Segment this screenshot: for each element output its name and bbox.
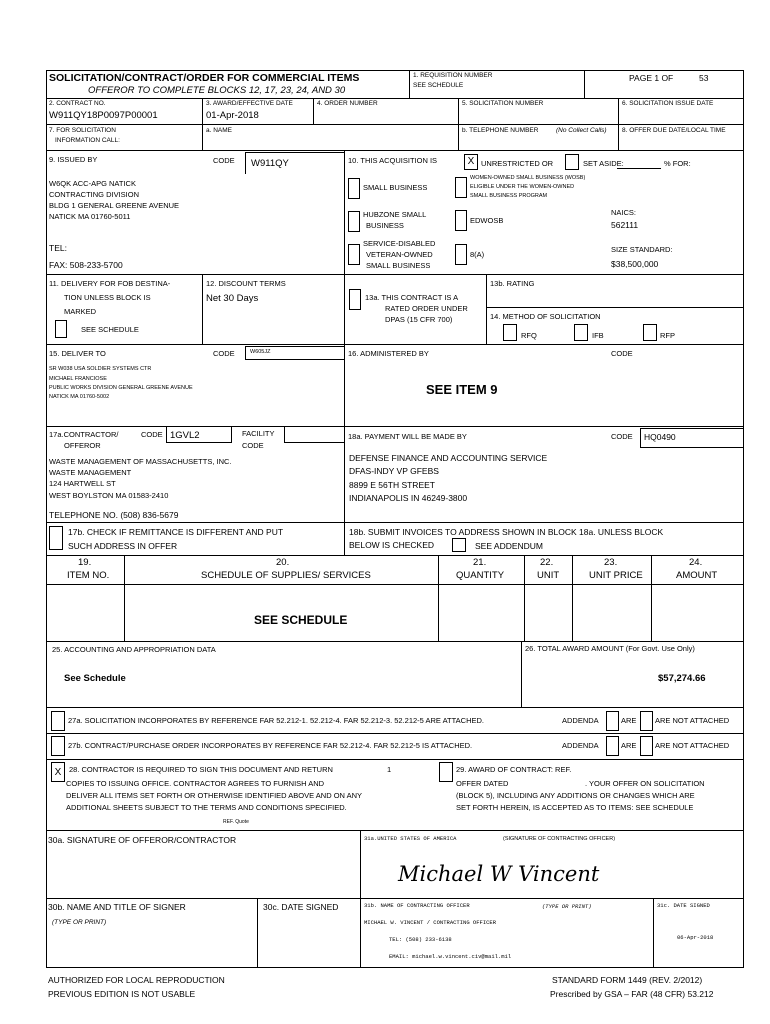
accounting-label: 25. ACCOUNTING AND APPROPRIATION DATA — [52, 645, 216, 654]
rfq-checkbox[interactable] — [503, 324, 517, 341]
ifb-checkbox[interactable] — [574, 324, 588, 341]
method-of-solicitation-label: 14. METHOD OF SOLICITATION — [490, 312, 601, 321]
signature-31a-tail: (SIGNATURE OF CONTRACTING OFFICER) — [503, 836, 616, 842]
wosb-line-3: SMALL BUSINESS PROGRAM — [470, 193, 548, 199]
deliver-to-label: 15. DELIVER TO — [49, 349, 106, 358]
27a-are-not-checkbox[interactable] — [640, 711, 653, 731]
facility-label-2: CODE — [242, 441, 264, 450]
rfp-checkbox[interactable] — [643, 324, 657, 341]
issued-by-line-4: NATICK MA 01760-5011 — [49, 212, 131, 221]
deliver-to-line-3: PUBLIC WORKS DIVISION GENERAL GREENE AVENUE — [49, 385, 193, 391]
wosb-checkbox[interactable] — [455, 177, 467, 198]
deliver-to-line-1: SR W038 USA SOLDIER SYSTEMS CTR — [49, 366, 152, 372]
col-24-number: 24. — [689, 557, 703, 568]
wosb-line-1: WOMEN-OWNED SMALL BUSINESS (WOSB) — [470, 175, 586, 181]
page-label: PAGE 1 OF — [629, 73, 674, 83]
block-29-line-3: (BLOCK 5), INCLUDING ANY ADDITIONS OR CHANGES WHICH ARE — [456, 791, 695, 800]
payment-code-label: CODE — [611, 432, 633, 441]
27b-addenda-label: ADDENDA — [562, 741, 599, 750]
block-29-line-2b: . YOUR OFFER ON SOLICITATION — [585, 779, 705, 788]
payment-line-1: DEFENSE FINANCE AND ACCOUNTING SERVICE — [349, 453, 548, 463]
contractor-line-3: 124 HARTWELL ST — [49, 479, 116, 488]
block-28-line-3: DELIVER ALL ITEMS SET FORTH OR OTHERWISE IDENTIFIED ABOVE AND ON ANY — [66, 791, 363, 800]
administered-by-code-label: CODE — [611, 349, 633, 358]
27a-are-not-label: ARE NOT ATTACHED — [655, 716, 730, 725]
29-checkbox[interactable] — [439, 762, 453, 782]
8a-label: 8(A) — [470, 250, 485, 259]
small-business-label: SMALL BUSINESS — [363, 183, 428, 192]
order-number-label: 4. ORDER NUMBER — [317, 100, 378, 107]
contractor-code: 1GVL2 — [170, 430, 200, 441]
contract-no-value: W911QY18P0097P00001 — [49, 110, 158, 121]
unrestricted-label: UNRESTRICTED OR — [481, 159, 554, 168]
payment-line-3: 8899 E 56TH STREET — [349, 480, 435, 490]
sdvosb-line-2: VETERAN-OWNED — [366, 250, 433, 259]
see-addendum-checkbox[interactable] — [452, 538, 466, 552]
remittance-line-1: 17b. CHECK IF REMITTANCE IS DIFFERENT AND PUT — [68, 527, 284, 537]
issue-date-label: 6. SOLICITATION ISSUE DATE — [622, 100, 714, 107]
block-28-line-2: COPIES TO ISSUING OFFICE. CONTRACTOR AGREES TO FURNISH AND — [66, 779, 325, 788]
wosb-line-2: ELIGIBLE UNDER THE WOMEN-OWNED — [470, 184, 575, 190]
facility-code-box — [284, 427, 344, 443]
col-22-number: 22. — [540, 557, 554, 568]
payment-code: HQ0490 — [644, 432, 676, 442]
set-aside-checkbox[interactable] — [565, 154, 579, 170]
rfp-label: RFP — [660, 331, 675, 340]
schedule-see-schedule: SEE SCHEDULE — [254, 613, 348, 627]
block-28-ref: REF. Quote — [223, 819, 249, 825]
signature-30a-label: 30a. SIGNATURE OF OFFEROR/CONTRACTOR — [48, 835, 237, 845]
naics-value: 562111 — [611, 220, 639, 230]
facility-label-1: FACILITY — [242, 429, 275, 438]
payment-line-4: INDIANAPOLIS IN 46249-3800 — [349, 493, 468, 503]
issued-by-code-label: CODE — [213, 156, 235, 165]
invoice-line-2: BELOW IS CHECKED — [349, 540, 435, 550]
size-standard-label: SIZE STANDARD: — [611, 245, 673, 254]
fob-line-1: 11. DELIVERY FOR FOB DESTINA- — [49, 279, 171, 288]
27b-are-not-checkbox[interactable] — [640, 736, 653, 756]
27a-are-checkbox[interactable] — [606, 711, 619, 731]
discount-terms-label: 12. DISCOUNT TERMS — [206, 279, 286, 288]
date-31c-label: 31c. DATE SIGNED — [657, 902, 710, 909]
requisition-label: 1. REQUISITION NUMBER — [413, 72, 493, 79]
col-19-number: 19. — [78, 557, 92, 568]
issued-by-code: W911QY — [251, 158, 289, 169]
name-30b-label: 30b. NAME AND TITLE OF SIGNER — [48, 902, 186, 912]
solicitation-number-label: 5. SOLICITATION NUMBER — [462, 100, 544, 107]
col-22-header: UNIT — [537, 570, 560, 581]
officer-name: MICHAEL W. VINCENT / CONTRACTING OFFICER — [364, 919, 497, 926]
hubzone-line-1: HUBZONE SMALL — [363, 210, 427, 219]
percent-for-label: % FOR: — [664, 159, 691, 168]
hubzone-checkbox[interactable] — [348, 211, 360, 232]
naics-label: NAICS: — [611, 208, 637, 217]
contract-no-label: 2. CONTRACT NO. — [49, 100, 106, 107]
issued-by-tel: TEL: — [49, 243, 67, 253]
block-28-copies: 1 — [387, 765, 392, 774]
remittance-checkbox[interactable] — [49, 526, 63, 550]
issued-by-line-2: CONTRACTING DIVISION — [49, 190, 140, 199]
28-checkbox[interactable]: X — [51, 762, 65, 782]
fob-line-3: MARKED — [64, 307, 97, 316]
col-21-header: QUANTITY — [456, 570, 505, 581]
rated-order-line-2: RATED ORDER UNDER — [385, 304, 468, 313]
fob-see-schedule-checkbox[interactable] — [55, 320, 67, 338]
col-19-header: ITEM NO. — [67, 570, 110, 581]
contractor-line-2: WASTE MANAGEMENT — [49, 468, 132, 477]
8a-checkbox[interactable] — [455, 244, 467, 265]
issued-by-fax: FAX: 508-233-5700 — [49, 260, 123, 270]
small-business-checkbox[interactable] — [348, 178, 360, 199]
payment-line-2: DFAS-INDY VP GFEBS — [349, 466, 439, 476]
footer-right-2: Prescribed by GSA – FAR (48 CFR) 53.212 — [550, 989, 714, 999]
total-award-label: 26. TOTAL AWARD AMOUNT (For Govt. Use Only) — [525, 644, 695, 653]
no-collect-label: (No Collect Calls) — [556, 127, 607, 134]
27b-are-not-label: ARE NOT ATTACHED — [655, 741, 730, 750]
contractor-line-1: WASTE MANAGEMENT OF MASSACHUSETTS, INC. — [49, 457, 232, 466]
block-28-line-1: 28. CONTRACTOR IS REQUIRED TO SIGN THIS DOCUMENT AND RETURN — [69, 765, 333, 774]
name-label: a. NAME — [206, 127, 233, 134]
27b-are-checkbox[interactable] — [606, 736, 619, 756]
27b-checkbox[interactable] — [51, 736, 65, 756]
set-aside-label: SET ASIDE: — [583, 159, 624, 168]
requisition-value: SEE SCHEDULE — [413, 82, 464, 89]
page-total: 53 — [699, 73, 709, 83]
27a-are-label: ARE — [621, 716, 637, 725]
see-item-9: SEE ITEM 9 — [426, 382, 498, 397]
form-subtitle: OFFEROR TO COMPLETE BLOCKS 12, 17, 23, 24, AND 30 — [88, 85, 346, 96]
block-29-line-4: SET FORTH HEREIN, IS ACCEPTED AS TO ITEMS: SEE SCHEDULE — [456, 803, 694, 812]
issued-by-label: 9. ISSUED BY — [49, 155, 98, 164]
hubzone-line-2: BUSINESS — [366, 221, 404, 230]
deliver-to-code-label: CODE — [213, 349, 235, 358]
sdvosb-line-3: SMALL BUSINESS — [366, 261, 431, 270]
accounting-value: See Schedule — [64, 673, 126, 684]
27b-are-label: ARE — [621, 741, 637, 750]
contracting-officer-signature: Michael W Vincent — [398, 862, 600, 886]
acquisition-label: 10. THIS ACQUISITION IS — [348, 156, 438, 165]
offer-due-label: 8. OFFER DUE DATE/LOCAL TIME — [622, 127, 726, 134]
remittance-line-2: SUCH ADDRESS IN OFFER — [68, 541, 178, 551]
date-30c-label: 30c. DATE SIGNED — [263, 902, 339, 912]
deliver-to-line-4: NATICK MA 01760-5002 — [49, 394, 110, 400]
footer-right-1: STANDARD FORM 1449 (REV. 2/2012) — [552, 975, 703, 985]
rating-label: 13b. RATING — [490, 279, 535, 288]
type-30b-label: (TYPE OR PRINT) — [52, 919, 107, 926]
see-addendum-label: SEE ADDENDUM — [475, 541, 544, 551]
date-31c-value: 06-Apr-2018 — [677, 934, 714, 941]
clause-27b: 27b. CONTRACT/PURCHASE ORDER INCORPORATES BY REFERENCE FAR 52.212-4. FAR 52.212-5 IS ATTACHED. — [68, 741, 473, 750]
col-20-number: 20. — [276, 557, 290, 568]
contractor-label-2: OFFEROR — [64, 441, 101, 450]
award-date-label: 3. AWARD/EFFECTIVE DATE — [206, 100, 293, 107]
col-21-number: 21. — [473, 557, 487, 568]
block-28-line-4: ADDITIONAL SHEETS SUBJECT TO THE TERMS AND CONDITIONS SPECIFIED. — [66, 803, 347, 812]
signature-31a-label: 31a.UNITED STATES OF AMERICA — [364, 835, 457, 842]
col-23-number: 23. — [604, 557, 618, 568]
unrestricted-checkbox[interactable]: X — [464, 154, 478, 170]
type-31b-label: (TYPE OR PRINT) — [542, 903, 592, 910]
contractor-label-1: 17a.CONTRACTOR/ — [49, 430, 119, 439]
contractor-code-label: CODE — [141, 430, 163, 439]
telephone-label: b. TELEPHONE NUMBER — [462, 127, 539, 134]
officer-email: EMAIL: michael.w.vincent.civ@mail.mil — [389, 953, 512, 960]
block-29-line-2a: OFFER DATED — [456, 779, 509, 788]
rfq-label: RFQ — [521, 331, 537, 340]
info-call-label: INFORMATION CALL: — [55, 137, 120, 144]
col-24-header: AMOUNT — [676, 570, 718, 581]
col-23-header: UNIT PRICE — [589, 570, 643, 581]
rated-order-line-3: DPAS (15 CFR 700) — [385, 315, 453, 324]
edwosb-label: EDWOSB — [470, 216, 504, 225]
block-29-line-1: 29. AWARD OF CONTRACT: REF. — [456, 765, 572, 774]
form-title: SOLICITATION/CONTRACT/ORDER FOR COMMERCIAL ITEMS — [49, 72, 360, 84]
contractor-telephone: TELEPHONE NO. (508) 836-5679 — [49, 510, 179, 520]
for-solicitation-label: 7. FOR SOLICITATION — [49, 127, 116, 134]
deliver-to-line-2: MICHAEL FRANCIOSE — [49, 376, 107, 382]
name-31b-label: 31b. NAME OF CONTRACTING OFFICER — [364, 902, 470, 909]
award-date-value: 01-Apr-2018 — [206, 110, 259, 121]
edwosb-checkbox[interactable] — [455, 210, 467, 231]
sdvosb-checkbox[interactable] — [348, 244, 360, 265]
27a-addenda-label: ADDENDA — [562, 716, 599, 725]
rated-order-line-1: 13a. THIS CONTRACT IS A — [365, 293, 459, 302]
invoice-line-1: 18b. SUBMIT INVOICES TO ADDRESS SHOWN IN BLOCK 18a. UNLESS BLOCK — [349, 527, 664, 537]
sdvosb-line-1: SERVICE-DISABLED — [363, 239, 436, 248]
officer-tel: TEL: (508) 233-6138 — [389, 936, 452, 943]
fob-see-schedule: SEE SCHEDULE — [81, 325, 139, 334]
administered-by-label: 16. ADMINISTERED BY — [348, 349, 429, 358]
size-standard-value: $38,500,000 — [611, 259, 659, 269]
total-award-value: $57,274.66 — [658, 673, 706, 684]
deliver-to-code: W605JZ — [250, 349, 271, 355]
ifb-label: IFB — [592, 331, 604, 340]
issued-by-line-3: BLDG 1 GENERAL GREENE AVENUE — [49, 201, 180, 210]
27a-checkbox[interactable] — [51, 711, 65, 731]
payment-label: 18a. PAYMENT WILL BE MADE BY — [348, 432, 467, 441]
footer-left-2: PREVIOUS EDITION IS NOT USABLE — [48, 989, 196, 999]
fob-line-2: TION UNLESS BLOCK IS — [64, 293, 151, 302]
contractor-line-4: WEST BOYLSTON MA 01583-2410 — [49, 491, 169, 500]
discount-terms-value: Net 30 Days — [206, 293, 259, 304]
issued-by-line-1: W6QK ACC-APG NATICK — [49, 179, 136, 188]
rated-order-checkbox[interactable] — [349, 289, 361, 310]
clause-27a: 27a. SOLICITATION INCORPORATES BY REFERENCE FAR 52.212-1. 52.212-4. FAR 52.212-3. 52.212-5 ARE ATTACHED. — [68, 716, 484, 725]
col-20-header: SCHEDULE OF SUPPLIES/ SERVICES — [201, 570, 371, 581]
footer-left-1: AUTHORIZED FOR LOCAL REPRODUCTION — [48, 975, 225, 985]
